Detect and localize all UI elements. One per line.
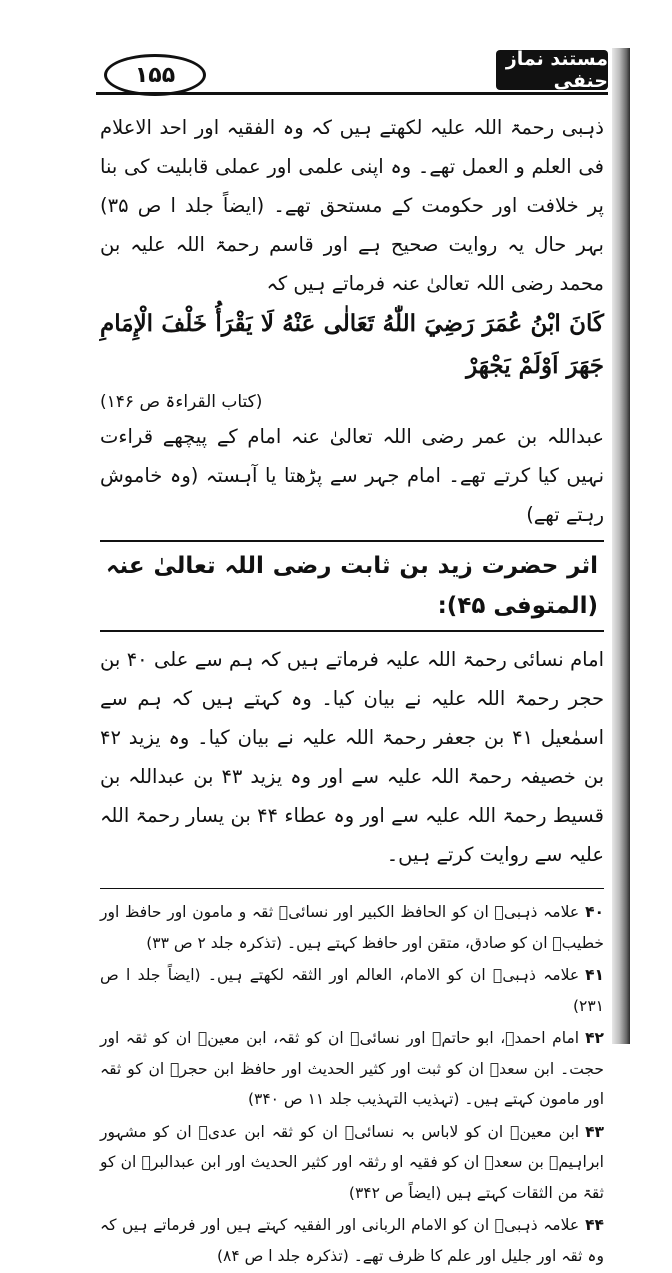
footnote-number: ۴۳: [585, 1122, 604, 1141]
footnotes: [100, 897, 604, 1271]
footnote-number: ۴۲: [585, 1029, 604, 1047]
footnote: [100, 960, 604, 1021]
footnote-text: امام احمدؒ، ابو حاتمؒ اور نسائیؒ ان کو ثقہ، ابن معینؒ ان کو ثقہ اور حجت۔ ابن سعدؒ ان کو ثبت اور کثیر الحدیث اور حافظ ابن حجرؒ ان کو ثقہ اور مامون کہتے ہیں۔ (تہذیب التہذیب جلد ۱۱ ص ۳۴۰): [100, 1029, 604, 1108]
footnote-number: ۴۱: [585, 966, 604, 984]
section-heading: اثر حضرت زید بن ثابت رضی اللہ تعالیٰ عنہ (المتوفی ۴۵):: [100, 540, 604, 632]
page-header: [96, 48, 608, 94]
footnote: [100, 1210, 604, 1271]
footnote-number: ۴۰: [585, 903, 604, 921]
paragraph-3: امام نسائی رحمۃ اللہ علیہ فرماتے ہیں کہ ہم سے علی ۴۰ بن حجر رحمۃ اللہ علیہ نے بیان کیا۔ وہ کہتے ہیں کہ ہم سے اسمٰعیل ۴۱ بن جعفر رحمۃ اللہ علیہ نے بیان کیا۔ وہ یزید ۴۲ بن خصیفہ رحمۃ اللہ علیہ سے اور وہ یزید ۴۳ بن عبداللہ بن قسیط رحمۃ اللہ علیہ سے اور وہ عطاء ۴۴ بن یسار رحمۃ اللہ علیہ سے روایت کرتے ہیں۔: [100, 648, 604, 866]
book-title: مستند نماز حنفی: [496, 50, 608, 90]
footnote: [100, 1117, 604, 1209]
footnote: [100, 897, 604, 958]
arabic-quote: كَانَ ابْنُ عُمَرَ رَضِيَ اللّٰهُ تَعَالٰى عَنْهُ لَا يَقْرَأُ خَلْفَ الْإِمَامِ جَهَرَ اَوْلَمْ يَجْهَرْ: [100, 310, 604, 379]
book-page: [96, 48, 630, 1265]
footnote-text: علامہ ذہبیؒ ان کو الامام الربانی اور الفقیہ کہتے ہیں اور فرماتے ہیں کہ وہ ثقہ اور جلیل اور علم کا ظرف تھے۔ (تذکرہ جلد ا ص ۸۴): [100, 1216, 604, 1265]
book-spine-shadow: [612, 48, 630, 1044]
paragraph-1: ذہبی رحمۃ اللہ علیہ لکھتے ہیں کہ وہ الفقیہ اور احد الاعلام فی العلم و العمل تھے۔ وہ اپنی علمی اور عملی قابلیت کی بنا پر خلافت اور حکومت کے مستحق تھے۔ (ایضاً جلد ا ص ۳۵) بہر حال یہ روایت صحیح ہے اور قاسم رحمۃ اللہ علیہ بن محمد رضی اللہ تعالیٰ عنہ فرماتے ہیں کہ: [100, 116, 604, 295]
footnote-text: علامہ ذہبیؒ ان کو الحافظ الکبیر اور نسائیؒ ثقہ و مامون اور حافظ اور خطیبؒ ان کو صادق، متقن اور حافظ کہتے ہیں۔ (تذکرہ جلد ۲ ص ۳۳): [100, 903, 604, 952]
footnote-text: علامہ ذہبیؒ ان کو الامام، العالم اور الثقہ لکھتے ہیں۔ (ایضاً جلد ا ص ۲۳۱): [100, 966, 604, 1015]
footnote: [100, 1023, 604, 1115]
header-rule: [96, 92, 608, 95]
footnote-divider: [100, 888, 604, 889]
paragraph-2: عبداللہ بن عمر رضی اللہ تعالیٰ عنہ امام کے پیچھے قراءت نہیں کیا کرتے تھے۔ امام جہر سے پڑھتا یا آہستہ (وہ خاموش رہتے تھے): [100, 425, 604, 526]
page-number: ۱۵۵: [104, 54, 206, 96]
footnote-number: ۴۴: [585, 1216, 604, 1234]
citation: (کتاب القراءۃ ص ۱۴۶): [100, 392, 263, 412]
page-content: [100, 108, 604, 1273]
footnote-text: ابن معینؒ ان کو لاباس بہ نسائیؒ ان کو ثقہ ابن عدیؒ ان کو مشہور ابراہیمؒ بن سعدؒ ان کو فقیہ او رثقہ اور کثیر الحدیث اور ابن عبدالبرؒ ان کو ثقۃ من الثقات کہتے ہیں (ایضاً ص ۳۴۲): [100, 1122, 604, 1202]
